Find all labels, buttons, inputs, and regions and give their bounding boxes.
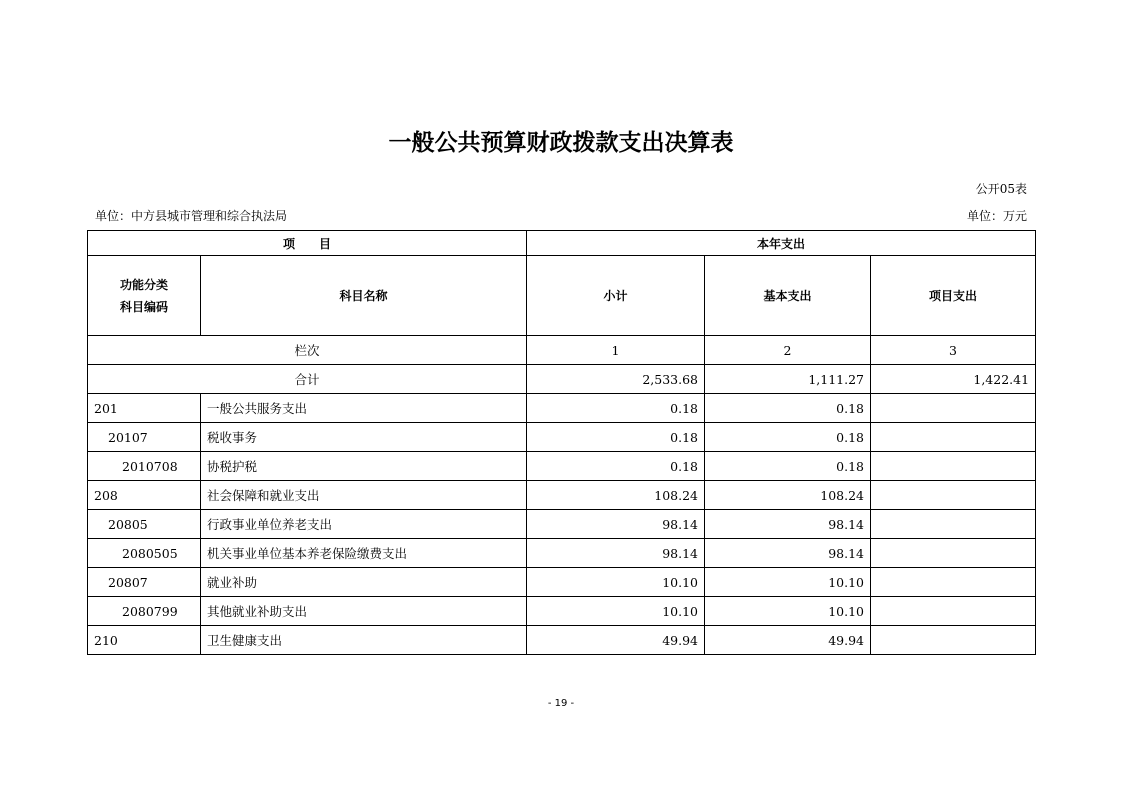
row-subtotal: 98.14	[527, 510, 705, 539]
table-row	[88, 394, 1036, 423]
total-subtotal: 2,533.68	[527, 365, 705, 394]
table-row	[88, 539, 1036, 568]
total-label: 合计	[88, 365, 527, 394]
row-project	[871, 423, 1036, 452]
header-row-2	[88, 256, 1036, 336]
row-project	[871, 597, 1036, 626]
table-row	[88, 510, 1036, 539]
row-code: 2080505	[88, 539, 201, 568]
total-basic: 1,111.27	[705, 365, 871, 394]
total-project: 1,422.41	[871, 365, 1036, 394]
row-basic: 10.10	[705, 597, 871, 626]
row-code: 20107	[88, 423, 201, 452]
row-name: 卫生健康支出	[201, 626, 527, 655]
row-subtotal: 98.14	[527, 539, 705, 568]
row-subtotal: 10.10	[527, 568, 705, 597]
page-number: - 19 -	[547, 698, 575, 709]
row-basic: 0.18	[705, 394, 871, 423]
header-project: 项 目	[88, 231, 527, 256]
currency-unit: 单位：万元	[966, 209, 1027, 223]
header-row-1	[88, 231, 1036, 256]
row-name: 协税护税	[201, 452, 527, 481]
row-basic: 0.18	[705, 423, 871, 452]
row-basic: 49.94	[705, 626, 871, 655]
expenditure-table	[87, 230, 1036, 655]
row-code: 201	[88, 394, 201, 423]
table-row	[88, 597, 1036, 626]
row-code: 210	[88, 626, 201, 655]
row-name: 其他就业补助支出	[201, 597, 527, 626]
row-project	[871, 452, 1036, 481]
header-basic: 基本支出	[705, 256, 871, 336]
header-current-year: 本年支出	[527, 231, 1036, 256]
row-project	[871, 568, 1036, 597]
row-name: 机关事业单位基本养老保险缴费支出	[201, 539, 527, 568]
row-code: 208	[88, 481, 201, 510]
header-subject-name: 科目名称	[201, 256, 527, 336]
column-2: 2	[705, 336, 871, 365]
row-basic: 108.24	[705, 481, 871, 510]
total-row	[88, 365, 1036, 394]
row-name: 行政事业单位养老支出	[201, 510, 527, 539]
row-name: 一般公共服务支出	[201, 394, 527, 423]
row-code: 2010708	[88, 452, 201, 481]
header-subtotal: 小计	[527, 256, 705, 336]
row-basic: 10.10	[705, 568, 871, 597]
header-func-code	[88, 256, 201, 336]
header-func-code-line1: 功能分类	[119, 277, 168, 292]
row-subtotal: 0.18	[527, 394, 705, 423]
row-basic: 98.14	[705, 539, 871, 568]
column-label: 栏次	[88, 336, 527, 365]
table-row	[88, 423, 1036, 452]
row-code: 20805	[88, 510, 201, 539]
column-number-row	[88, 336, 1036, 365]
row-code: 20807	[88, 568, 201, 597]
row-name: 就业补助	[201, 568, 527, 597]
unit-name: 单位：中方县城市管理和综合执法局	[95, 209, 288, 223]
row-subtotal: 108.24	[527, 481, 705, 510]
table-row	[88, 481, 1036, 510]
table-row	[88, 452, 1036, 481]
row-name: 税收事务	[201, 423, 527, 452]
form-number: 公开05表	[975, 182, 1027, 196]
column-1: 1	[527, 336, 705, 365]
row-subtotal: 49.94	[527, 626, 705, 655]
row-name: 社会保障和就业支出	[201, 481, 527, 510]
row-project	[871, 510, 1036, 539]
row-subtotal: 0.18	[527, 452, 705, 481]
row-project	[871, 394, 1036, 423]
page-title: 一般公共预算财政拨款支出决算表	[388, 130, 734, 156]
row-subtotal: 0.18	[527, 423, 705, 452]
header-func-code-line2: 科目编码	[119, 299, 168, 314]
row-project	[871, 626, 1036, 655]
column-3: 3	[871, 336, 1036, 365]
table-row	[88, 626, 1036, 655]
table-row	[88, 568, 1036, 597]
row-project	[871, 539, 1036, 568]
row-basic: 0.18	[705, 452, 871, 481]
row-project	[871, 481, 1036, 510]
row-code: 2080799	[88, 597, 201, 626]
header-project-exp: 项目支出	[871, 256, 1036, 336]
row-basic: 98.14	[705, 510, 871, 539]
row-subtotal: 10.10	[527, 597, 705, 626]
